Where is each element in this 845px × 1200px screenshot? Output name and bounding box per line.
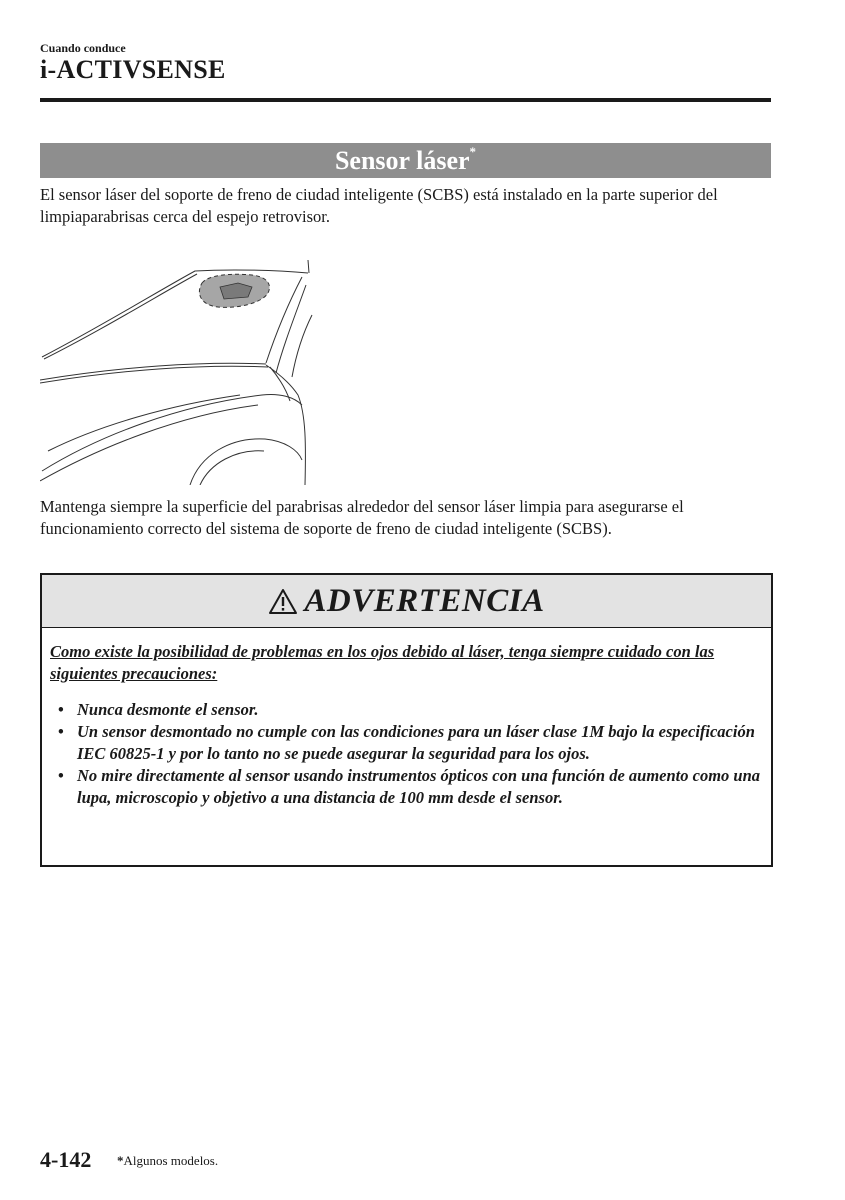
warning-intro: Como existe la posibilidad de problemas en los ojos debido al láser, tenga siempre cuidado con las siguientes precauciones: bbox=[50, 642, 715, 683]
windshield-sensor-illustration bbox=[40, 255, 315, 485]
warning-list bbox=[50, 699, 762, 809]
footnote-mark: * bbox=[117, 1153, 124, 1168]
list-item-text: No mire directamente al sensor usando instrumentos ópticos con una función de aumento como una lupa, microscopio y objetivo a una distancia de 100 mm desde el sensor. bbox=[77, 766, 761, 807]
intro-paragraph: El sensor láser del soporte de freno de ciudad inteligente (SCBS) está instalado en la parte superior del limpiaparabrisas cerca del espejo retrovisor. bbox=[40, 185, 718, 226]
list-item bbox=[50, 699, 762, 721]
section-heading-mark: * bbox=[469, 143, 477, 159]
title-rule bbox=[40, 98, 771, 102]
section-label: Cuando conduce bbox=[40, 41, 126, 55]
list-item bbox=[50, 721, 762, 765]
list-item-text: Un sensor desmontado no cumple con las condiciones para un láser clase 1M bajo la especificación IEC 60825-1 y por lo tanto no se puede asegurar la seguridad para los ojos. bbox=[77, 722, 755, 763]
section-heading-text: Sensor láser bbox=[334, 145, 470, 175]
section-band bbox=[40, 143, 771, 178]
maintenance-paragraph: Mantenga siempre la superficie del parabrisas alrededor del sensor láser limpia para asegurarse el funcionamiento correcto del sistema de soporte de freno de ciudad inteligente (SCBS). bbox=[40, 497, 684, 538]
bullet: • bbox=[58, 766, 64, 785]
warning-header bbox=[42, 575, 771, 628]
section-heading bbox=[334, 143, 477, 176]
warning-title: ADVERTENCIA bbox=[304, 582, 545, 619]
bullet: • bbox=[58, 700, 64, 719]
footnote-text: Algunos modelos. bbox=[123, 1153, 219, 1168]
list-item bbox=[50, 765, 762, 809]
list-item-text: Nunca desmonte el sensor. bbox=[77, 700, 259, 719]
footnote bbox=[117, 1153, 218, 1169]
warning-box bbox=[40, 573, 773, 867]
page-number: 4-142 bbox=[40, 1147, 92, 1172]
bullet: • bbox=[58, 722, 64, 741]
chapter-title: i-ACTIVSENSE bbox=[40, 55, 226, 84]
warning-triangle-icon bbox=[268, 588, 298, 615]
